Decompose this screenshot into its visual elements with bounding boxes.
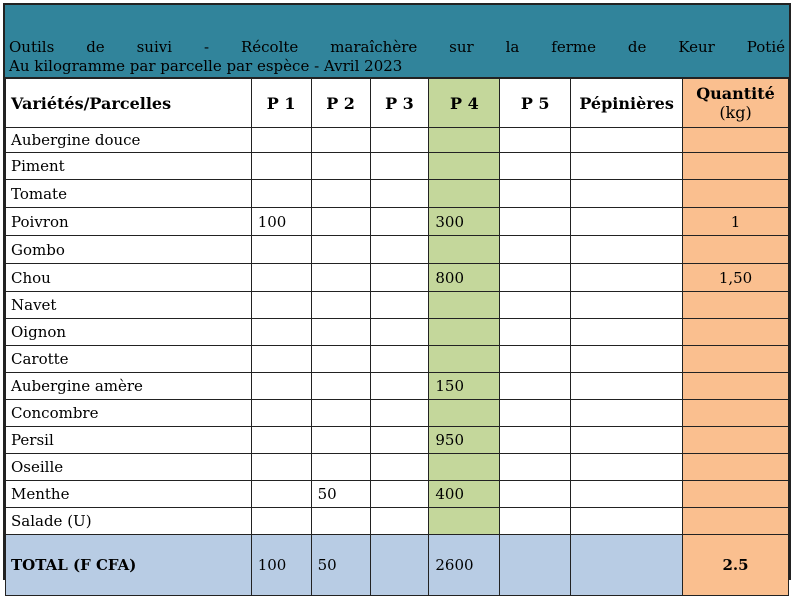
cell-p3 — [370, 346, 429, 373]
cell-p2 — [311, 153, 370, 180]
cell-p1 — [251, 236, 311, 264]
cell-quantity — [683, 454, 789, 481]
cell-p5 — [500, 400, 571, 427]
cell-p2: 50 — [311, 481, 370, 508]
row-variety: Concombre — [6, 400, 252, 427]
cell-quantity — [683, 508, 789, 535]
cell-p5 — [500, 128, 571, 153]
cell-p4 — [429, 319, 500, 346]
cell-p1 — [251, 153, 311, 180]
cell-p3 — [370, 292, 429, 319]
cell-p1 — [251, 373, 311, 400]
table-row — [6, 373, 789, 400]
cell-p5 — [500, 153, 571, 180]
cell-quantity — [683, 400, 789, 427]
cell-p5 — [500, 427, 571, 454]
table-row — [6, 208, 789, 236]
row-variety: Gombo — [6, 236, 252, 264]
cell-p5 — [500, 292, 571, 319]
sheet-title: Outils de suivi - Récolte maraîchère sur la ferme de Keur Potié — [9, 38, 785, 56]
row-variety: Menthe — [6, 481, 252, 508]
title-band — [5, 5, 789, 78]
cell-p5 — [500, 454, 571, 481]
cell-p4: 400 — [429, 481, 500, 508]
cell-p3 — [370, 319, 429, 346]
cell-p4 — [429, 236, 500, 264]
total-row — [6, 535, 789, 596]
total-p1: 100 — [251, 535, 311, 596]
cell-p4 — [429, 128, 500, 153]
cell-p1 — [251, 481, 311, 508]
row-variety: Carotte — [6, 346, 252, 373]
cell-p5 — [500, 236, 571, 264]
cell-p3 — [370, 264, 429, 292]
cell-p5 — [500, 180, 571, 208]
cell-p2 — [311, 180, 370, 208]
cell-quantity — [683, 346, 789, 373]
cell-p1 — [251, 264, 311, 292]
total-p4: 2600 — [429, 535, 500, 596]
cell-nursery — [571, 264, 683, 292]
header-quantity — [683, 79, 789, 128]
cell-quantity: 1 — [683, 208, 789, 236]
cell-nursery — [571, 208, 683, 236]
cell-p2 — [311, 208, 370, 236]
header-p3: P 3 — [370, 79, 429, 128]
table-row — [6, 319, 789, 346]
cell-p4 — [429, 454, 500, 481]
cell-p5 — [500, 481, 571, 508]
cell-p4: 300 — [429, 208, 500, 236]
cell-p5 — [500, 264, 571, 292]
cell-p1 — [251, 400, 311, 427]
cell-p5 — [500, 208, 571, 236]
cell-p2 — [311, 346, 370, 373]
row-variety: Aubergine amère — [6, 373, 252, 400]
cell-quantity — [683, 128, 789, 153]
header-p1: P 1 — [251, 79, 311, 128]
header-quantity-unit: (kg) — [719, 103, 752, 122]
cell-nursery — [571, 180, 683, 208]
header-p5: P 5 — [500, 79, 571, 128]
row-variety: Piment — [6, 153, 252, 180]
cell-quantity — [683, 236, 789, 264]
header-row — [6, 79, 789, 128]
row-variety: Persil — [6, 427, 252, 454]
cell-p3 — [370, 481, 429, 508]
cell-p3 — [370, 153, 429, 180]
header-quantity-label: Quantité — [696, 84, 775, 103]
sheet-subtitle: Au kilogramme par parcelle par espèce - Avril 2023 — [9, 57, 403, 75]
table-row — [6, 180, 789, 208]
cell-p2 — [311, 264, 370, 292]
cell-nursery — [571, 508, 683, 535]
cell-nursery — [571, 454, 683, 481]
table-row — [6, 346, 789, 373]
cell-p1 — [251, 346, 311, 373]
header-nursery: Pépinières — [571, 79, 683, 128]
row-variety: Aubergine douce — [6, 128, 252, 153]
total-p2: 50 — [311, 535, 370, 596]
cell-nursery — [571, 373, 683, 400]
table-row — [6, 264, 789, 292]
row-variety: Oignon — [6, 319, 252, 346]
header-variety: Variétés/Parcelles — [6, 79, 252, 128]
cell-nursery — [571, 236, 683, 264]
cell-p1 — [251, 454, 311, 481]
table-row — [6, 153, 789, 180]
total-quantity: 2.5 — [683, 535, 789, 596]
cell-p1 — [251, 128, 311, 153]
harvest-table — [5, 78, 789, 596]
cell-nursery — [571, 319, 683, 346]
cell-p3 — [370, 373, 429, 400]
cell-p2 — [311, 292, 370, 319]
row-variety: Salade (U) — [6, 508, 252, 535]
table-row — [6, 427, 789, 454]
cell-p2 — [311, 400, 370, 427]
cell-p3 — [370, 128, 429, 153]
row-variety: Oseille — [6, 454, 252, 481]
header-p4: P 4 — [429, 79, 500, 128]
table-row — [6, 454, 789, 481]
cell-p4 — [429, 292, 500, 319]
cell-nursery — [571, 427, 683, 454]
row-variety: Poivron — [6, 208, 252, 236]
cell-p3 — [370, 508, 429, 535]
cell-p3 — [370, 454, 429, 481]
cell-quantity — [683, 180, 789, 208]
cell-p3 — [370, 427, 429, 454]
cell-p1: 100 — [251, 208, 311, 236]
cell-p4 — [429, 400, 500, 427]
cell-nursery — [571, 400, 683, 427]
total-p3 — [370, 535, 429, 596]
cell-p5 — [500, 346, 571, 373]
cell-p3 — [370, 400, 429, 427]
total-nursery — [571, 535, 683, 596]
cell-quantity — [683, 319, 789, 346]
cell-nursery — [571, 346, 683, 373]
cell-p3 — [370, 180, 429, 208]
cell-p1 — [251, 508, 311, 535]
cell-p5 — [500, 319, 571, 346]
cell-nursery — [571, 153, 683, 180]
cell-p2 — [311, 319, 370, 346]
cell-p1 — [251, 180, 311, 208]
cell-quantity — [683, 292, 789, 319]
cell-p4 — [429, 180, 500, 208]
cell-p1 — [251, 292, 311, 319]
cell-p3 — [370, 236, 429, 264]
cell-p4: 150 — [429, 373, 500, 400]
cell-nursery — [571, 128, 683, 153]
table-row — [6, 508, 789, 535]
cell-p2 — [311, 427, 370, 454]
cell-p1 — [251, 319, 311, 346]
cell-p3 — [370, 208, 429, 236]
cell-p5 — [500, 508, 571, 535]
cell-p4 — [429, 153, 500, 180]
cell-p2 — [311, 454, 370, 481]
cell-p2 — [311, 128, 370, 153]
table-row — [6, 292, 789, 319]
cell-nursery — [571, 481, 683, 508]
cell-nursery — [571, 292, 683, 319]
cell-p4 — [429, 508, 500, 535]
cell-p1 — [251, 427, 311, 454]
table-row — [6, 400, 789, 427]
cell-p4: 800 — [429, 264, 500, 292]
row-variety: Tomate — [6, 180, 252, 208]
cell-p2 — [311, 236, 370, 264]
cell-p4: 950 — [429, 427, 500, 454]
table-row — [6, 236, 789, 264]
table-row — [6, 481, 789, 508]
row-variety: Navet — [6, 292, 252, 319]
header-p2: P 2 — [311, 79, 370, 128]
cell-quantity — [683, 427, 789, 454]
cell-p2 — [311, 373, 370, 400]
cell-quantity — [683, 481, 789, 508]
row-variety: Chou — [6, 264, 252, 292]
cell-quantity — [683, 373, 789, 400]
total-label: TOTAL (F CFA) — [6, 535, 252, 596]
cell-quantity — [683, 153, 789, 180]
total-p5 — [500, 535, 571, 596]
cell-p5 — [500, 373, 571, 400]
harvest-tracking-sheet — [3, 3, 791, 580]
table-row — [6, 128, 789, 153]
cell-p4 — [429, 346, 500, 373]
cell-p2 — [311, 508, 370, 535]
cell-quantity: 1,50 — [683, 264, 789, 292]
